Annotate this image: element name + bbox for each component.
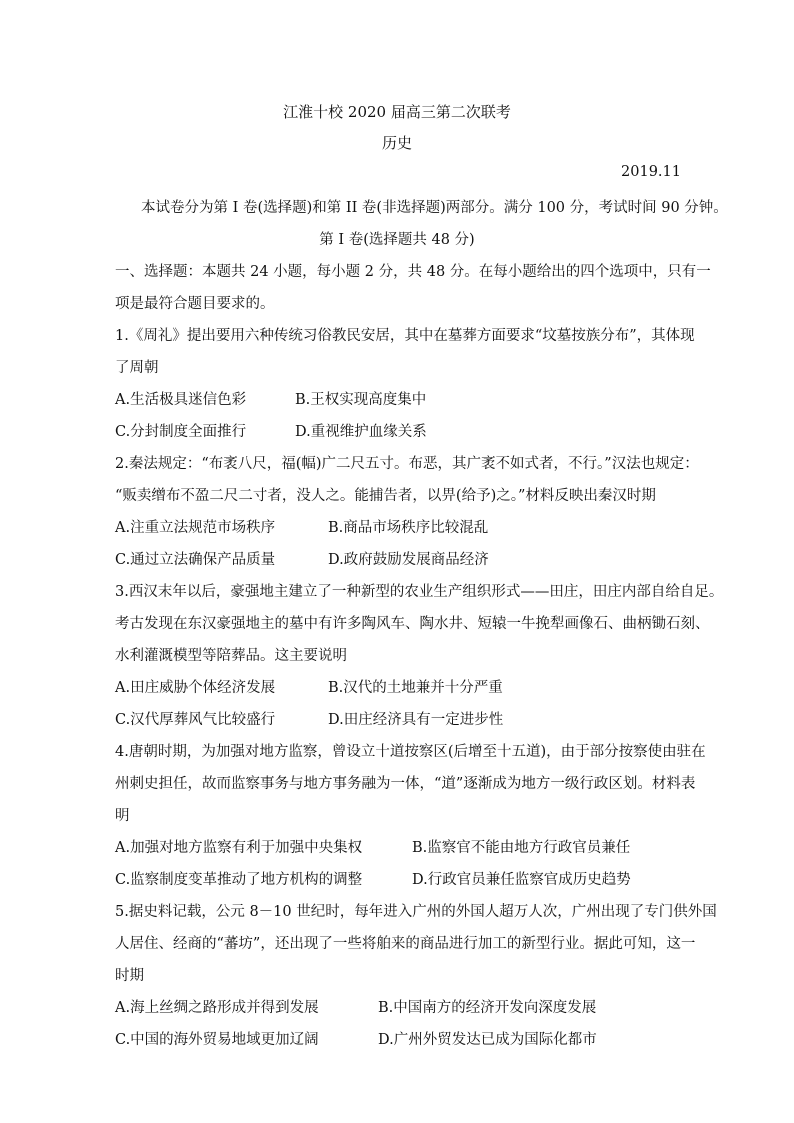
question-4-option-a: A.加强对地方监察有利于加强中央集权 [115,840,363,856]
question-1-option-b: B.王权实现高度集中 [295,392,427,408]
question-4-stem: 4.唐朝时期，为加强对地方监察，曾设立十道按察区(后增至十五道)，由于部分按察使由驻在 [115,744,706,760]
question-3-option-c: C.汉代厚葬风气比较盛行 [115,712,276,728]
question-2-option-b: B.商品市场秩序比较混乱 [328,520,489,536]
subject-title: 历史 [381,134,412,152]
question-2-option-a: A.注重立法规范市场秩序 [115,520,276,536]
instructions-line: 一、选择题：本题共 24 小题，每小题 2 分，共 48 分。在每小题给出的四个选项中，只有一 [115,264,711,280]
question-1-stem: 了周朝 [115,360,159,376]
question-3-option-b: B.汉代的土地兼并十分严重 [328,680,503,696]
part1-title: 第 I 卷(选择题共 48 分) [319,232,475,248]
intro-text: 本试卷分为第 I 卷(选择题)和第 II 卷(非选择题)两部分。满分 100 分，考试时间 90 分钟。 [141,200,728,216]
question-3-stem: 水利灌溉模型等陪葬品。这主要说明 [115,648,347,664]
question-4-option-d: D.行政官员兼任监察官成历史趋势 [412,872,631,888]
exam-date: 2019.11 [621,164,681,180]
question-2-stem: “贩卖缯布不盈二尺二寸者，没人之。能捕告者，以畀(给予)之。”材料反映出秦汉时期 [115,488,656,504]
question-5-option-b: B.中国南方的经济开发向深度发展 [378,1000,597,1016]
question-4-stem: 州刺史担任，故而监察事务与地方事务融为一体，“道”逐渐成为地方一级行政区划。材料表 [115,776,696,792]
instructions-line: 项是最符合题目要求的。 [115,296,275,312]
question-3-option-a: A.田庄威胁个体经济发展 [115,680,276,696]
question-4-stem: 明 [115,808,130,824]
question-5-stem: 人居住、经商的“蕃坊”，还出现了一些将舶来的商品进行加工的新型行业。据此可知，这一 [115,936,696,952]
question-2-option-d: D.政府鼓励发展商品经济 [328,552,489,568]
question-3-stem: 3.西汉末年以后，豪强地主建立了一种新型的农业生产组织形式——田庄，田庄内部自给自足。 [115,584,724,600]
question-1-option-d: D.重视维护血缘关系 [295,424,427,440]
question-2-option-c: C.通过立法确保产品质量 [115,552,276,568]
question-5-option-d: D.广州外贸发达已成为国际化都市 [378,1032,597,1048]
question-5-stem: 时期 [115,968,144,984]
question-5-option-c: C.中国的海外贸易地域更加辽阔 [115,1032,319,1048]
question-3-stem: 考古发现在东汉豪强地主的墓中有许多陶风车、陶水井、短辕一牛挽犁画像石、曲柄锄石刻、 [115,616,710,632]
question-1-stem: 1.《周礼》提出要用六种传统习俗教民安居，其中在墓葬方面要求“坟墓按族分布”，其体现 [115,328,695,344]
question-5-option-a: A.海上丝绸之路形成并得到发展 [115,1000,319,1016]
question-1-option-a: A.生活极具迷信色彩 [115,392,247,408]
question-4-option-c: C.监察制度变革推动了地方机构的调整 [115,872,363,888]
exam-title: 江淮十校 2020 届高三第二次联考 [283,103,511,121]
question-4-option-b: B.监察官不能由地方行政官员兼任 [412,840,631,856]
question-5-stem: 5.据史料记载，公元 8－10 世纪时，每年进入广州的外国人超万人次，广州出现了专门供外国 [115,904,717,920]
question-1-option-c: C.分封制度全面推行 [115,424,247,440]
question-2-stem: 2.秦法规定：“布袤八尺，福(幅)广二尺五寸。布恶，其广袤不如式者，不行。”汉法也规定： [115,456,699,472]
question-3-option-d: D.田庄经济具有一定进步性 [328,712,504,728]
